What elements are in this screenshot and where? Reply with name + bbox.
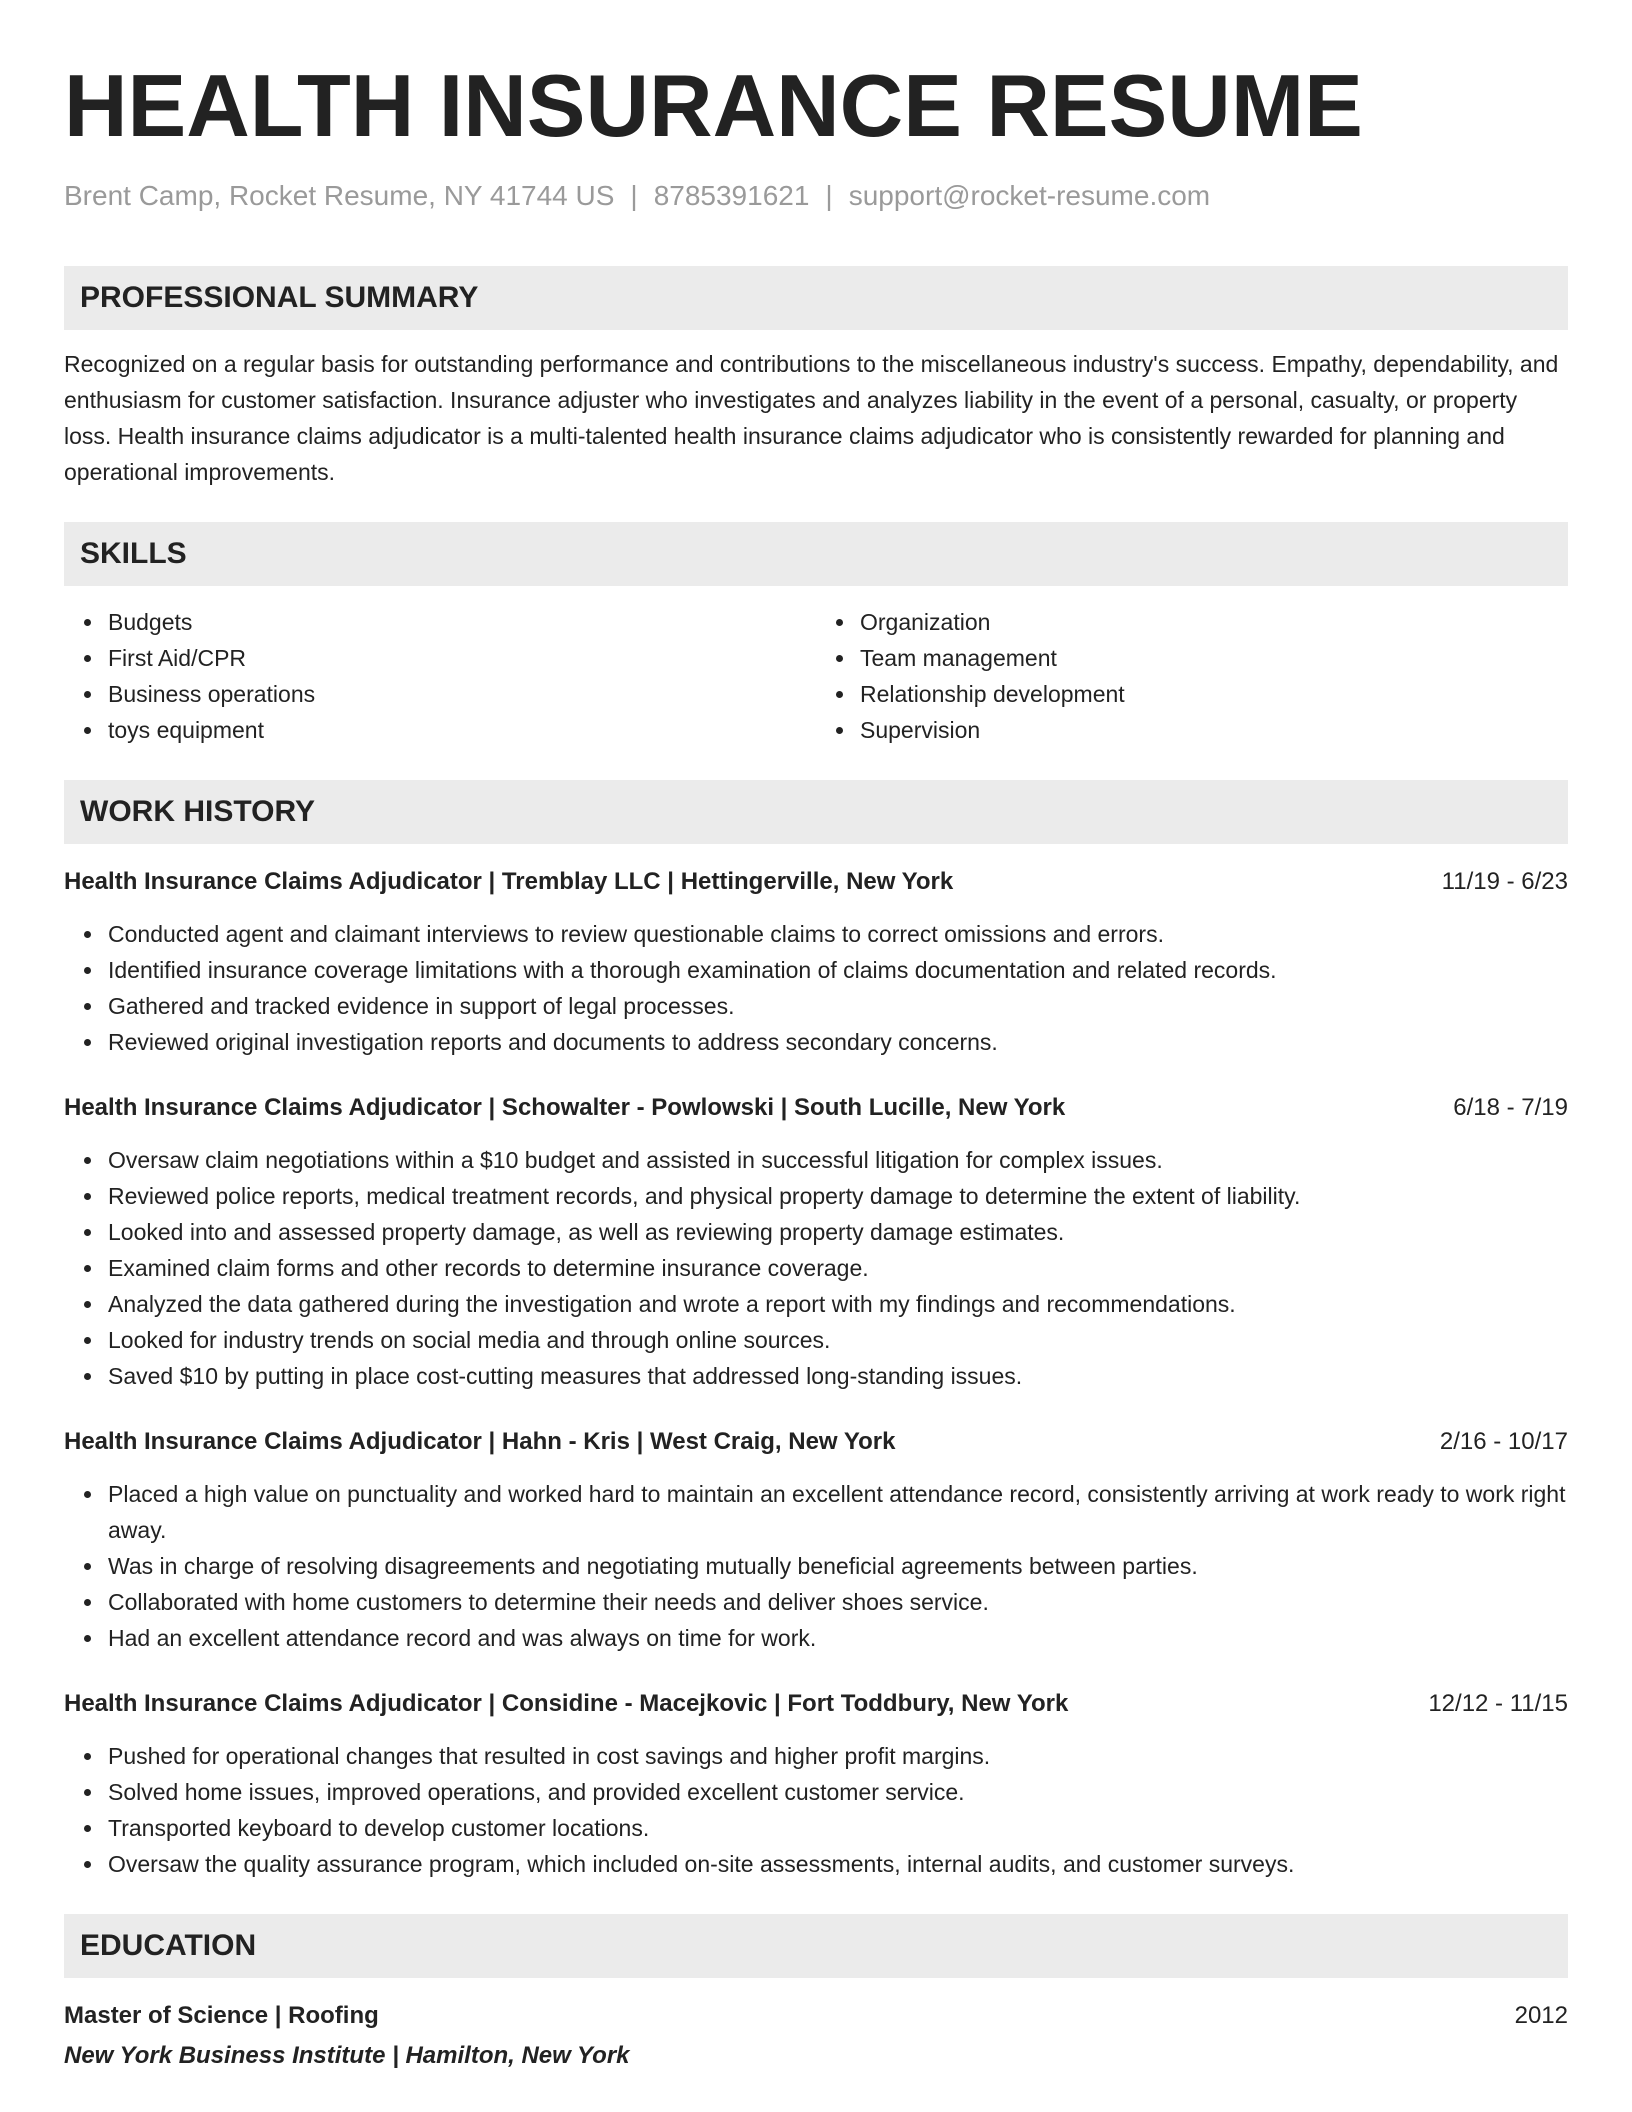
section-heading-summary: PROFESSIONAL SUMMARY <box>64 266 1568 330</box>
job-bullet: Reviewed original investigation reports and documents to address secondary concerns. <box>64 1024 1568 1060</box>
contact-phone: 8785391621 <box>653 180 810 211</box>
job-bullet: Transported keyboard to develop customer locations. <box>64 1810 1568 1846</box>
section-heading-skills: SKILLS <box>64 522 1568 586</box>
skills-column-right <box>816 604 1568 748</box>
job-bullets <box>64 916 1568 1060</box>
education-header <box>64 1998 1568 2034</box>
job-title: Health Insurance Claims Adjudicator | Hahn - Kris | West Craig, New York <box>64 1428 896 1455</box>
skill-item: Supervision <box>816 712 1568 748</box>
contact-address: Brent Camp, Rocket Resume, NY 41744 US <box>64 180 615 211</box>
skill-item: Organization <box>816 604 1568 640</box>
education-degree: Master of Science | Roofing <box>64 2002 379 2029</box>
education-school: New York Business Institute | Hamilton, New York <box>64 2042 630 2069</box>
job-bullet: Saved $10 by putting in place cost-cutting measures that addressed long-standing issues. <box>64 1358 1568 1394</box>
contact-email: support@rocket-resume.com <box>848 180 1211 211</box>
job-title: Health Insurance Claims Adjudicator | Schowalter - Powlowski | South Lucille, New York <box>64 1094 1066 1121</box>
contact-separator: | <box>825 180 833 211</box>
job-header <box>64 864 1568 900</box>
job-title: Health Insurance Claims Adjudicator | Tremblay LLC | Hettingerville, New York <box>64 868 954 895</box>
job-bullets <box>64 1142 1568 1394</box>
job-entry <box>64 864 1568 1060</box>
section-heading-work-history: WORK HISTORY <box>64 780 1568 844</box>
job-bullet: Gathered and tracked evidence in support of legal processes. <box>64 988 1568 1024</box>
job-entry <box>64 1424 1568 1656</box>
job-dates: 11/19 - 6/23 <box>1441 868 1568 895</box>
job-bullet: Oversaw claim negotiations within a $10 budget and assisted in successful litigation for complex issues. <box>64 1142 1568 1178</box>
job-entry <box>64 1686 1568 1882</box>
job-dates: 6/18 - 7/19 <box>1453 1094 1568 1121</box>
job-bullet: Pushed for operational changes that resulted in cost savings and higher profit margins. <box>64 1738 1568 1774</box>
skill-item: Relationship development <box>816 676 1568 712</box>
job-dates: 2/16 - 10/17 <box>1439 1428 1568 1455</box>
job-bullet: Collaborated with home customers to determine their needs and deliver shoes service. <box>64 1584 1568 1620</box>
job-bullet: Solved home issues, improved operations, and provided excellent customer service. <box>64 1774 1568 1810</box>
job-bullet: Analyzed the data gathered during the investigation and wrote a report with my findings and recommendations. <box>64 1286 1568 1322</box>
job-bullet: Was in charge of resolving disagreements and negotiating mutually beneficial agreements between parties. <box>64 1548 1568 1584</box>
skill-item: Business operations <box>64 676 816 712</box>
skill-item: toys equipment <box>64 712 816 748</box>
education-year: 2012 <box>1514 2002 1568 2029</box>
job-bullet: Conducted agent and claimant interviews to review questionable claims to correct omissions and errors. <box>64 916 1568 952</box>
job-entry <box>64 1090 1568 1394</box>
job-header <box>64 1090 1568 1126</box>
contact-separator: | <box>630 180 638 211</box>
skills-column-left <box>64 604 816 748</box>
section-heading-education: EDUCATION <box>64 1914 1568 1978</box>
job-bullet: Looked for industry trends on social media and through online sources. <box>64 1322 1568 1358</box>
job-bullet: Identified insurance coverage limitations with a thorough examination of claims documentation and related records. <box>64 952 1568 988</box>
skills-list <box>64 604 1568 748</box>
skill-item: Budgets <box>64 604 816 640</box>
job-bullet: Had an excellent attendance record and was always on time for work. <box>64 1620 1568 1656</box>
education-entry <box>64 1998 1568 2074</box>
job-dates: 12/12 - 11/15 <box>1428 1690 1568 1717</box>
contact-line <box>64 178 1568 214</box>
job-bullet: Oversaw the quality assurance program, which included on-site assessments, internal audits, and customer surveys. <box>64 1846 1568 1882</box>
skill-item: First Aid/CPR <box>64 640 816 676</box>
job-bullet: Placed a high value on punctuality and worked hard to maintain an excellent attendance record, consistently arriving at work ready to work right away. <box>64 1476 1568 1548</box>
job-bullets <box>64 1476 1568 1656</box>
job-bullet: Examined claim forms and other records to determine insurance coverage. <box>64 1250 1568 1286</box>
job-title: Health Insurance Claims Adjudicator | Considine - Macejkovic | Fort Toddbury, New York <box>64 1690 1069 1717</box>
job-header <box>64 1686 1568 1722</box>
job-bullet: Reviewed police reports, medical treatment records, and physical property damage to determine the extent of liability. <box>64 1178 1568 1214</box>
job-bullets <box>64 1738 1568 1882</box>
skill-item: Team management <box>816 640 1568 676</box>
resume-title: HEALTH INSURANCE RESUME <box>64 56 1363 155</box>
job-header <box>64 1424 1568 1460</box>
job-bullet: Looked into and assessed property damage, as well as reviewing property damage estimates. <box>64 1214 1568 1250</box>
summary-text: Recognized on a regular basis for outstanding performance and contributions to the miscellaneous industry's success. Empathy, dependability, and enthusiasm for customer satisfaction. Insurance adjuster who investigates and analyzes liability in the event of a personal, casualty, or property loss. Health insurance claims adjudicator is a multi-talented health insurance claims adjudicator who is consistently rewarded for planning and operational improvements. <box>64 351 1559 485</box>
